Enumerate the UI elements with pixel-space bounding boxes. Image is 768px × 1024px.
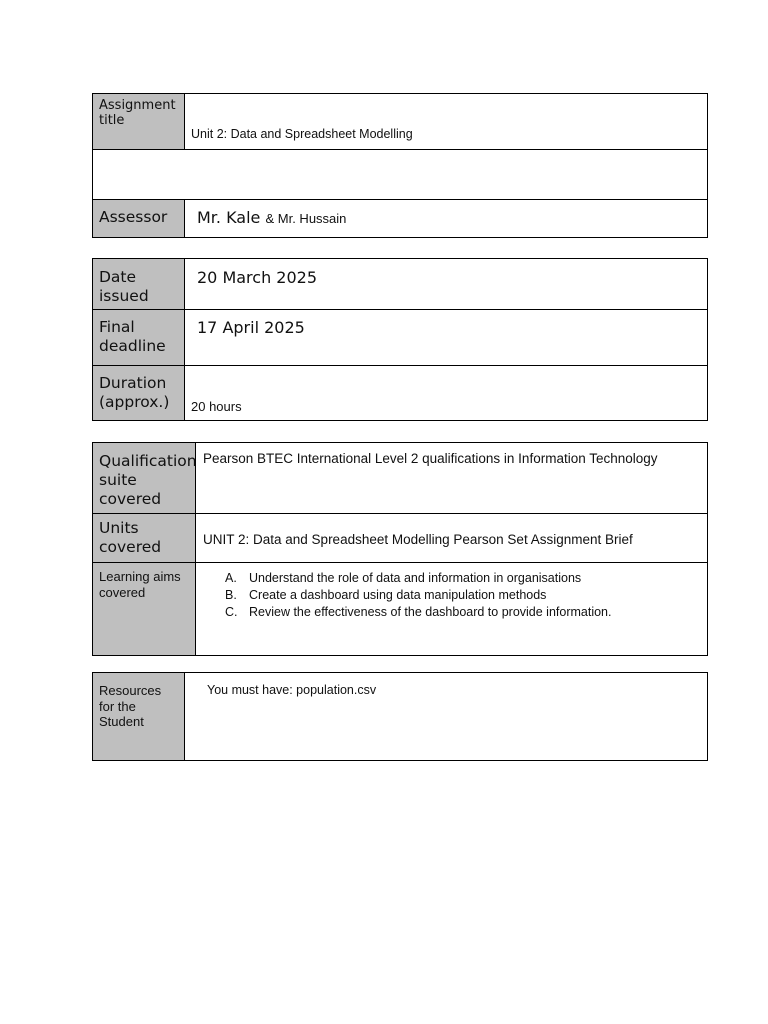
duration-label: Duration (approx.)	[93, 366, 185, 420]
learning-aim-item: A. Understand the role of data and information in organisations	[225, 571, 582, 585]
date-issued-row	[93, 259, 707, 309]
learning-aim-item: B. Create a dashboard using data manipulation methods	[225, 588, 547, 602]
units-covered-row	[93, 513, 707, 562]
units-covered-label: Units covered	[93, 514, 196, 562]
units-covered-value: UNIT 2: Data and Spreadsheet Modelling Pearson Set Assignment Brief	[203, 532, 633, 547]
learning-aim-item: C. Review the effectiveness of the dashboard to provide information.	[225, 605, 612, 619]
qualification-table	[92, 442, 708, 656]
assignment-title-row	[93, 94, 707, 149]
assessor-value-rest: & Mr. Hussain	[265, 211, 347, 226]
assessor-label: Assessor	[93, 200, 185, 237]
assignment-title-label: Assignment title	[93, 94, 185, 149]
resources-label: Resources for the Student	[93, 673, 185, 760]
resources-value: You must have: population.csv	[207, 683, 377, 697]
blank-row	[93, 149, 707, 199]
qualification-suite-label: Qualification suite covered	[93, 443, 196, 513]
learning-aims-label: Learning aims covered	[93, 563, 196, 655]
final-deadline-value: 17 April 2025	[197, 318, 305, 337]
assessor-row	[93, 199, 707, 237]
resources-row	[93, 673, 707, 760]
assignment-title-value: Unit 2: Data and Spreadsheet Modelling	[191, 127, 413, 141]
final-deadline-row	[93, 309, 707, 365]
resources-table	[92, 672, 708, 761]
assessor-value-main: Mr. Kale	[197, 208, 261, 227]
learning-aims-row	[93, 562, 707, 655]
assignment-table	[92, 93, 708, 238]
duration-row	[93, 365, 707, 420]
duration-value: 20 hours	[191, 399, 242, 414]
date-issued-label: Date issued	[93, 259, 185, 309]
qualification-suite-row	[93, 443, 707, 513]
qualification-suite-value: Pearson BTEC International Level 2 qualifications in Information Technology	[203, 451, 658, 466]
date-issued-value: 20 March 2025	[197, 268, 318, 287]
final-deadline-label: Final deadline	[93, 310, 185, 365]
dates-table	[92, 258, 708, 421]
learning-aims-list	[225, 570, 707, 621]
